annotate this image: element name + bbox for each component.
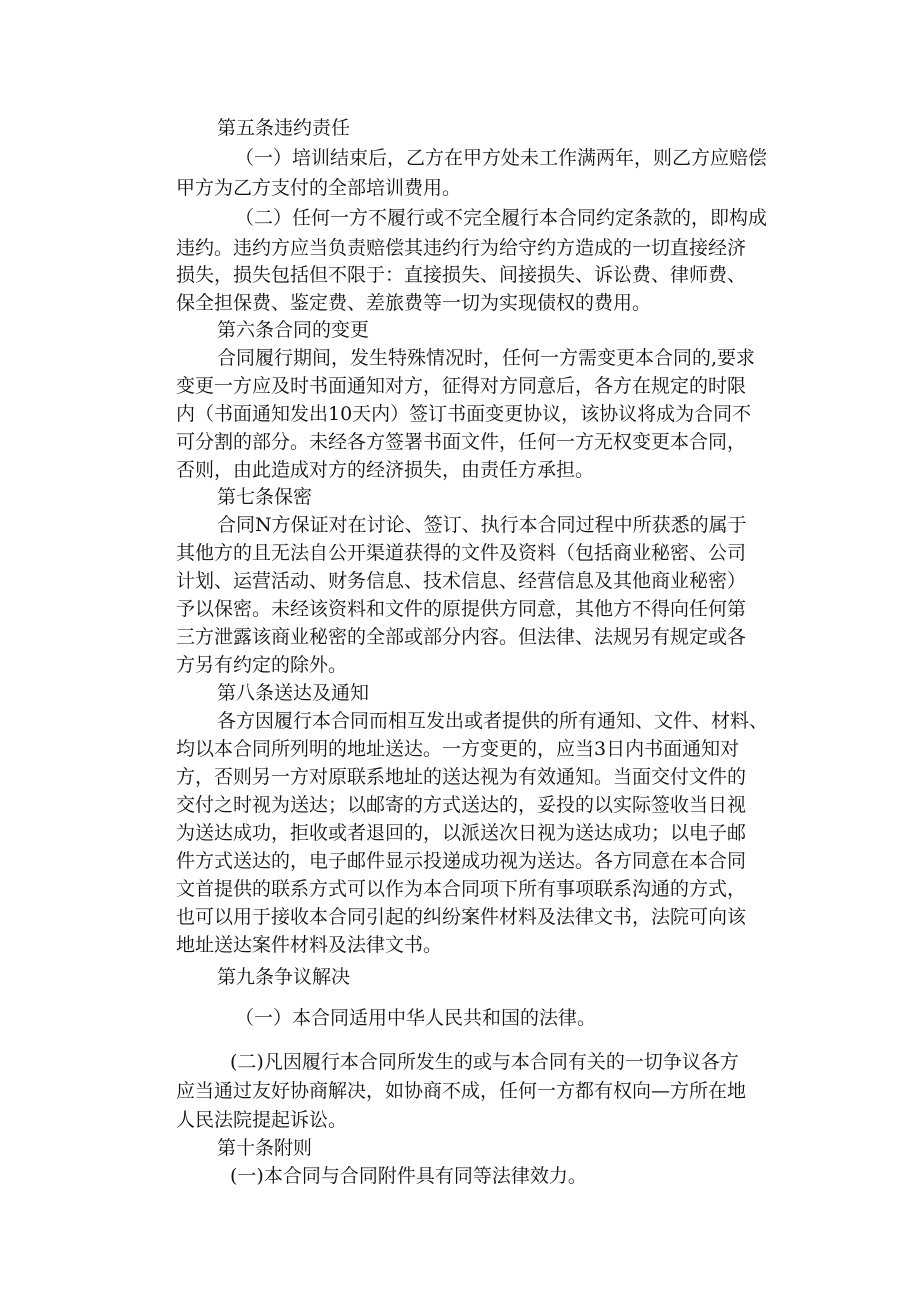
section-heading-8: 第八条送达及通知 [217, 682, 370, 704]
paragraph-line: 也可以用于接收本合同引起的纠纷案件材料及法律文书，法院可向该 [176, 906, 747, 928]
paragraph-line: 可分割的部分。未经各方签署书面文件，任何一方无权变更本合同， [176, 431, 747, 453]
section-heading-10: 第十条附则 [217, 1137, 313, 1159]
paragraph-line: 合同履行期间，发生特殊情况时，任何一方需变更本合同的,要求 [217, 347, 756, 369]
paragraph-line: 其他方的且无法自公开渠道获得的文件及资料（包括商业秘密、公司 [176, 542, 747, 564]
paragraph-line: 人民法院提起诉讼。 [176, 1109, 348, 1131]
paragraph-line: 件方式送达的，电子邮件显示投递成功视为送达。各方同意在本合同 [176, 850, 747, 872]
section-heading-5: 第五条违约责任 [217, 117, 351, 139]
paragraph-line: 各方因履行本合同而相互发出或者提供的所有通知、文件、材料、 [217, 710, 769, 732]
paragraph-line: 文首提供的联系方式可以作为本合同项下所有事项联系沟通的方式， [176, 878, 747, 900]
paragraph-line: (二)凡因履行本合同所发生的或与本合同有关的一切争议各方 [230, 1051, 739, 1073]
paragraph-line: 合同N方保证对在讨论、签订、执行本合同过程中所获悉的属于 [217, 514, 747, 536]
section-heading-6: 第六条合同的变更 [217, 319, 370, 341]
paragraph-line: 方另有约定的除外。 [176, 654, 348, 676]
paragraph-line: 均以本合同所列明的地址送达。一方变更的，应当3日内书面通知对 [176, 738, 740, 760]
paragraph-line: 为送达成功，拒收或者退回的，以派送次日视为送达成功；以电子邮 [176, 822, 747, 844]
paragraph-line: 甲方为乙方支付的全部培训费用。 [176, 177, 462, 199]
paragraph-line: 否则，由此造成对方的经济损失，由责任方承担。 [176, 459, 595, 481]
paragraph-line: 计划、运营活动、财务信息、技术信息、经营信息及其他商业秘密） [176, 570, 747, 592]
paragraph-line: 方，否则另一方对原联系地址的送达视为有效通知。当面交付文件的 [176, 766, 747, 788]
paragraph-line: 予以保密。未经该资料和文件的原提供方同意，其他方不得向任何第 [176, 598, 747, 620]
section-heading-7: 第七条保密 [217, 486, 313, 508]
paragraph-line: （一）培训结束后，乙方在甲方处未工作满两年，则乙方应赔偿 [235, 147, 768, 169]
paragraph-line: 应当通过友好协商解决，如协商不成，任何一方都有权向—方所在地 [176, 1080, 747, 1102]
paragraph-line: （一）本合同适用中华人民共和国的法律。 [235, 1007, 597, 1029]
paragraph-line: 交付之时视为送达；以邮寄的方式送达的，妥投的以实际签收当日视 [176, 794, 747, 816]
paragraph-line: （二）任何一方不履行或不完全履行本合同约定条款的，即构成 [235, 207, 768, 229]
section-heading-9: 第九条争议解决 [217, 966, 351, 988]
paragraph-line: 违约。违约方应当负责赔偿其违约行为给守约方造成的一切直接经济 [176, 237, 747, 259]
paragraph-line: 损失，损失包括但不限于：直接损失、间接损失、诉讼费、律师费、 [176, 264, 747, 286]
paragraph-line: 保全担保费、鉴定费、差旅费等一切为实现债权的费用。 [176, 292, 652, 314]
paragraph-line: 三方泄露该商业秘密的全部或部分内容。但法律、法规另有规定或各 [176, 626, 747, 648]
paragraph-line: 变更一方应及时书面通知对方，征得对方同意后，各方在规定的时限 [176, 375, 747, 397]
paragraph-line: (一)本合同与合同附件具有同等法律效力。 [230, 1165, 587, 1187]
paragraph-line: 内（书面通知发出10天内）签订书面变更协议，该协议将成为合同不 [176, 403, 752, 425]
paragraph-line: 地址送达案件材料及法律文书。 [176, 934, 443, 956]
